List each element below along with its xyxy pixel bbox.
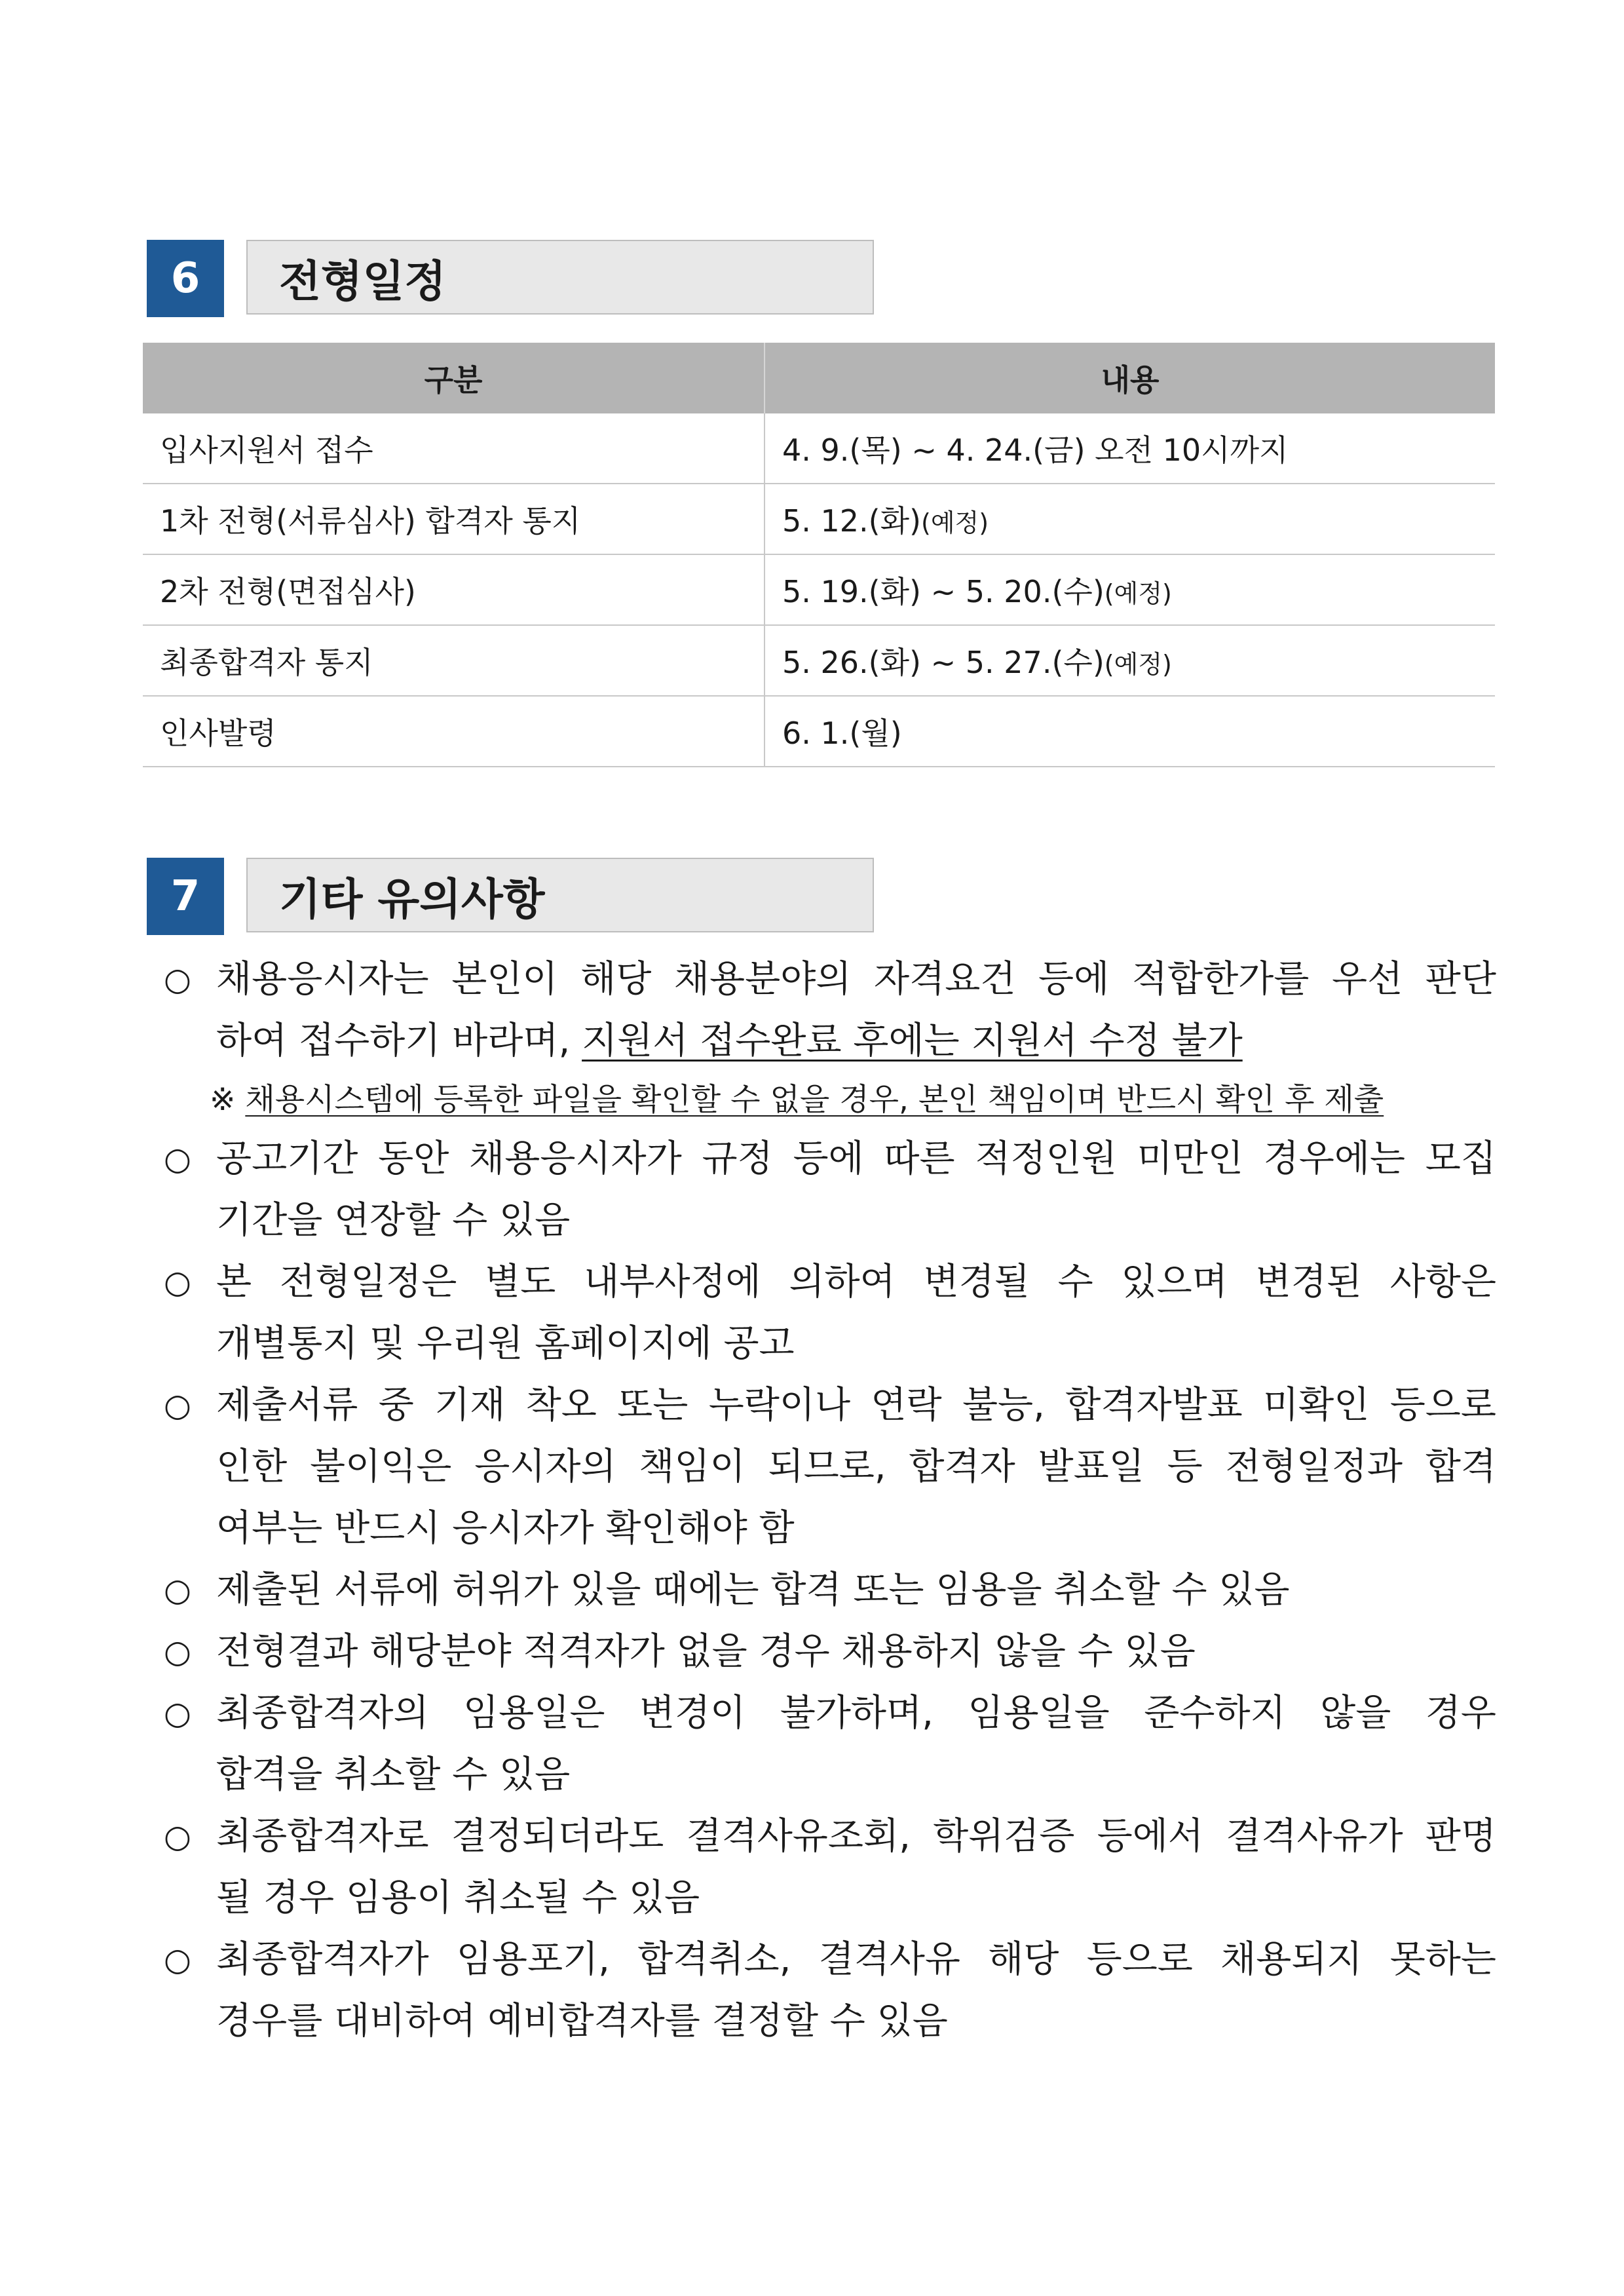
row-date: 5. 19.(화) ~ 5. 20.(수) <box>782 574 1105 609</box>
note-line: 경우를 대비하여 예비합격자를 결정할 수 있음 <box>216 2000 948 2042</box>
note-line: 제출된 서류에 허위가 있을 때에는 합격 또는 임용을 취소할 수 있음 <box>216 1569 1290 1611</box>
note-line: 기간을 연장할 수 있음 <box>216 1199 571 1242</box>
section-title: 기타 유의사항 <box>246 858 874 932</box>
note-line: 최종합격자가 임용포기, 합격취소, 결격사유 해당 등으로 채용되지 못하는 <box>216 1938 1496 1981</box>
remark-text: 채용시스템에 등록한 파일을 확인할 수 없을 경우, 본인 책임이며 반드시 확인 후 제출 <box>245 1082 1384 1118</box>
section-title: 전형일정 <box>246 240 874 315</box>
row-date: 5. 12.(화) <box>782 503 921 539</box>
row-category: 입사지원서 접수 <box>143 413 765 484</box>
note-line: 최종합격자의 임용일은 변경이 불가하며, 임용일을 준수하지 않을 경우 <box>216 1692 1496 1734</box>
bullet-icon: ○ <box>164 961 191 998</box>
remark-note <box>164 1076 1496 1124</box>
note-line: 인한 불이익은 응시자의 책임이 되므로, 합격자 발표일 등 전형일정과 합격 <box>216 1445 1496 1488</box>
list-item <box>164 1621 1496 1683</box>
row-category: 인사발령 <box>143 696 765 767</box>
emphasis-text: 지원서 접수완료 후에는 지원서 수정 불가 <box>582 1020 1243 1062</box>
row-note: (예정) <box>1104 650 1172 679</box>
bullet-icon: ○ <box>164 1264 191 1301</box>
list-item <box>164 1683 1496 1806</box>
row-note: (예정) <box>1104 579 1172 608</box>
row-category: 1차 전형(서류심사) 합격자 통지 <box>143 484 765 554</box>
row-date: 4. 9.(목) ~ 4. 24.(금) 오전 10시까지 <box>782 432 1289 468</box>
bullet-icon: ○ <box>164 1572 191 1609</box>
table-row <box>143 696 1495 767</box>
note-line: 채용응시자는 본인이 해당 채용분야의 자격요건 등에 적합한가를 우선 판단 <box>216 958 1496 1001</box>
table-row <box>143 413 1495 484</box>
table-header-row <box>143 343 1495 413</box>
note-line <box>216 1010 1496 1072</box>
note-text: 하여 접수하기 바라며, <box>216 1020 582 1062</box>
note-line: 개별통지 및 우리원 홈페이지에 공고 <box>216 1322 795 1365</box>
table-row <box>143 554 1495 625</box>
note-line: 최종합격자로 결정되더라도 결격사유조회, 학위검증 등에서 결격사유가 판명 <box>216 1815 1496 1858</box>
section-number: 6 <box>147 240 224 317</box>
row-content <box>765 413 1495 484</box>
row-note: (예정) <box>921 508 989 537</box>
row-date: 5. 26.(화) ~ 5. 27.(수) <box>782 645 1105 680</box>
bullet-icon: ○ <box>164 1818 191 1855</box>
list-item <box>164 1559 1496 1621</box>
list-item <box>164 949 1496 1072</box>
list-item <box>164 1128 1496 1252</box>
table-row <box>143 625 1495 696</box>
note-line: 전형결과 해당분야 적격자가 없을 경우 채용하지 않을 수 있음 <box>216 1630 1196 1673</box>
note-line: 공고기간 동안 채용응시자가 규정 등에 따른 적정인원 미만인 경우에는 모집 <box>216 1138 1496 1180</box>
note-line: 합격을 취소할 수 있음 <box>216 1753 571 1796</box>
bullet-icon: ○ <box>164 1634 191 1670</box>
row-content <box>765 484 1495 554</box>
note-line: 제출서류 중 기재 착오 또는 누락이나 연락 불능, 합격자발표 미확인 등으로 <box>216 1384 1496 1426</box>
row-category: 최종합격자 통지 <box>143 625 765 696</box>
note-line: 본 전형일정은 별도 내부사정에 의하여 변경될 수 있으며 변경된 사항은 <box>216 1261 1496 1303</box>
bullet-icon: ○ <box>164 1141 191 1177</box>
column-header-category: 구분 <box>143 343 765 413</box>
row-content <box>765 696 1495 767</box>
list-item <box>164 1375 1496 1559</box>
bullet-icon: ○ <box>164 1942 191 1978</box>
table-row <box>143 484 1495 554</box>
note-line: 될 경우 임용이 취소될 수 있음 <box>216 1877 700 1919</box>
row-date: 6. 1.(월) <box>782 716 902 751</box>
bullet-icon: ○ <box>164 1695 191 1732</box>
row-content <box>765 625 1495 696</box>
list-item <box>164 1252 1496 1375</box>
list-item <box>164 1929 1496 2052</box>
section-number: 7 <box>147 858 224 935</box>
row-content <box>765 554 1495 625</box>
notes-list <box>164 949 1496 2052</box>
schedule-table <box>143 343 1495 767</box>
row-category: 2차 전형(면접심사) <box>143 554 765 625</box>
reference-mark: ※ <box>210 1082 246 1118</box>
note-line: 여부는 반드시 응시자가 확인해야 함 <box>216 1507 795 1550</box>
list-item <box>164 1806 1496 1929</box>
column-header-content: 내용 <box>765 343 1495 413</box>
bullet-icon: ○ <box>164 1387 191 1424</box>
